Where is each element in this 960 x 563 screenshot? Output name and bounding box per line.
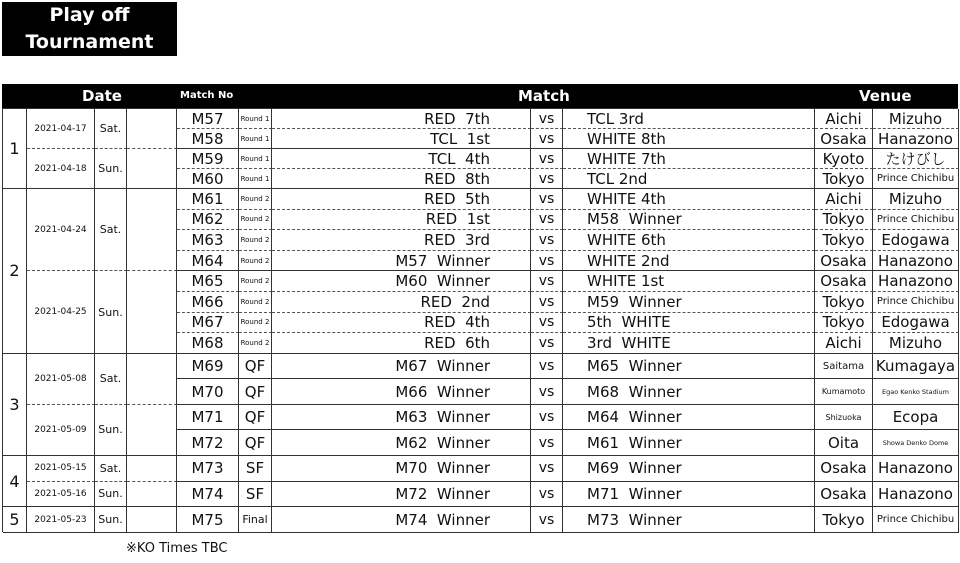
away-team: TCL 2nd — [563, 169, 815, 189]
match-number: M65 — [177, 271, 239, 292]
home-team: RED 3rd — [272, 230, 531, 251]
match-date: 2021-05-09 — [27, 405, 95, 456]
match-round: Round 1 — [239, 169, 272, 189]
match-day: Sun. — [95, 271, 127, 353]
venue-city: Kumamoto — [815, 379, 873, 405]
match-number: M60 — [177, 169, 239, 189]
match-day: Sat. — [95, 456, 127, 482]
vs-label: vs — [531, 405, 563, 431]
vs-label: vs — [531, 271, 563, 292]
match-number: M66 — [177, 292, 239, 313]
venue-stadium: Showa Denko Dome — [873, 430, 959, 456]
venue-city: Tokyo — [815, 169, 873, 189]
match-number: M59 — [177, 149, 239, 169]
match-round: Round 2 — [239, 230, 272, 251]
match-round: QF — [239, 430, 272, 456]
home-team: M63 Winner — [272, 405, 531, 431]
match-round: QF — [239, 405, 272, 431]
home-team: M74 Winner — [272, 507, 531, 533]
venue-city: Tokyo — [815, 313, 873, 334]
home-team: RED 5th — [272, 189, 531, 210]
match-date: 2021-05-08 — [27, 354, 95, 405]
blank-cell — [127, 354, 177, 405]
match-number: M70 — [177, 379, 239, 405]
match-number: M67 — [177, 313, 239, 334]
header-venue: Venue — [859, 87, 912, 105]
away-team: WHITE 1st — [563, 271, 815, 292]
match-number: M62 — [177, 210, 239, 231]
schedule-table — [2, 84, 958, 108]
match-number: M57 — [177, 109, 239, 129]
home-team: M62 Winner — [272, 430, 531, 456]
blank-cell — [127, 456, 177, 482]
venue-city: Aichi — [815, 189, 873, 210]
venue-stadium: Hanazono — [873, 129, 959, 149]
match-number: M71 — [177, 405, 239, 431]
venue-city: Osaka — [815, 456, 873, 482]
venue-stadium: Hanazono — [873, 271, 959, 292]
footnote: ※KO Times TBC — [126, 541, 228, 556]
match-number: M69 — [177, 354, 239, 380]
venue-city: Oita — [815, 430, 873, 456]
vs-label: vs — [531, 169, 563, 189]
venue-city: Aichi — [815, 109, 873, 129]
venue-stadium: Mizuho — [873, 333, 959, 354]
venue-stadium: Prince Chichibu — [873, 292, 959, 313]
away-team: 5th WHITE — [563, 313, 815, 334]
home-team: M57 Winner — [272, 251, 531, 272]
home-team: M72 Winner — [272, 482, 531, 508]
match-date: 2021-05-23 — [27, 507, 95, 533]
venue-stadium: Edogawa — [873, 230, 959, 251]
vs-label: vs — [531, 507, 563, 533]
match-round: Round 2 — [239, 189, 272, 210]
venue-stadium: Hanazono — [873, 251, 959, 272]
vs-label: vs — [531, 129, 563, 149]
blank-cell — [127, 405, 177, 456]
blank-cell — [127, 149, 177, 189]
match-day: Sat. — [95, 189, 127, 271]
title-line-1: Play off — [49, 4, 130, 26]
vs-label: vs — [531, 430, 563, 456]
away-team: M64 Winner — [563, 405, 815, 431]
home-team: RED 7th — [272, 109, 531, 129]
home-team: RED 1st — [272, 210, 531, 231]
vs-label: vs — [531, 189, 563, 210]
match-date: 2021-04-24 — [27, 189, 95, 271]
home-team: M70 Winner — [272, 456, 531, 482]
home-team: M67 Winner — [272, 354, 531, 380]
round-number: 3 — [3, 354, 27, 456]
venue-stadium: Hanazono — [873, 456, 959, 482]
match-round: Round 1 — [239, 149, 272, 169]
vs-label: vs — [531, 333, 563, 354]
match-number: M64 — [177, 251, 239, 272]
vs-label: vs — [531, 313, 563, 334]
home-team: M60 Winner — [272, 271, 531, 292]
away-team: WHITE 2nd — [563, 251, 815, 272]
away-team: M59 Winner — [563, 292, 815, 313]
title-line-2: Tournament — [25, 31, 154, 53]
round-number: 1 — [3, 109, 27, 189]
vs-label: vs — [531, 149, 563, 169]
venue-city: Tokyo — [815, 507, 873, 533]
match-number: M73 — [177, 456, 239, 482]
venue-stadium: Mizuho — [873, 109, 959, 129]
match-round: Round 2 — [239, 313, 272, 334]
match-number: M58 — [177, 129, 239, 149]
blank-cell — [127, 271, 177, 353]
match-number: M63 — [177, 230, 239, 251]
match-day: Sat. — [95, 354, 127, 405]
venue-stadium: Prince Chichibu — [873, 210, 959, 231]
away-team: WHITE 6th — [563, 230, 815, 251]
vs-label: vs — [531, 379, 563, 405]
round-number: 2 — [3, 189, 27, 354]
page-title — [2, 2, 177, 56]
blank-cell — [127, 507, 177, 533]
away-team: WHITE 4th — [563, 189, 815, 210]
round-number: 4 — [3, 456, 27, 508]
header-match: Match — [518, 87, 570, 105]
venue-city: Aichi — [815, 333, 873, 354]
venue-city: Tokyo — [815, 210, 873, 231]
away-team: M71 Winner — [563, 482, 815, 508]
vs-label: vs — [531, 230, 563, 251]
match-round: Round 2 — [239, 333, 272, 354]
match-date: 2021-04-17 — [27, 109, 95, 149]
vs-label: vs — [531, 482, 563, 508]
vs-label: vs — [531, 210, 563, 231]
match-date: 2021-04-25 — [27, 271, 95, 353]
match-day: Sun. — [95, 482, 127, 508]
blank-cell — [127, 482, 177, 508]
home-team: TCL 4th — [272, 149, 531, 169]
table-header — [2, 84, 958, 108]
header-date: Date — [82, 87, 122, 105]
venue-city: Kyoto — [815, 149, 873, 169]
header-match-no: Match No — [180, 90, 234, 101]
venue-city: Tokyo — [815, 230, 873, 251]
away-team: WHITE 8th — [563, 129, 815, 149]
home-team: TCL 1st — [272, 129, 531, 149]
away-team: M69 Winner — [563, 456, 815, 482]
venue-stadium: Prince Chichibu — [873, 169, 959, 189]
match-round: QF — [239, 354, 272, 380]
vs-label: vs — [531, 456, 563, 482]
match-round: Round 1 — [239, 129, 272, 149]
away-team: M61 Winner — [563, 430, 815, 456]
match-day: Sun. — [95, 405, 127, 456]
away-team: WHITE 7th — [563, 149, 815, 169]
match-number: M75 — [177, 507, 239, 533]
venue-city: Osaka — [815, 129, 873, 149]
match-day: Sat. — [95, 109, 127, 149]
table-body — [2, 108, 958, 532]
match-number: M72 — [177, 430, 239, 456]
home-team: RED 6th — [272, 333, 531, 354]
venue-city: Saitama — [815, 354, 873, 380]
match-round: QF — [239, 379, 272, 405]
match-date: 2021-05-16 — [27, 482, 95, 508]
venue-city: Osaka — [815, 482, 873, 508]
away-team: 3rd WHITE — [563, 333, 815, 354]
match-round: Round 1 — [239, 109, 272, 129]
away-team: M65 Winner — [563, 354, 815, 380]
match-day: Sun. — [95, 149, 127, 189]
blank-cell — [127, 189, 177, 271]
home-team: M66 Winner — [272, 379, 531, 405]
match-round: Final — [239, 507, 272, 533]
away-team: TCL 3rd — [563, 109, 815, 129]
venue-stadium: Mizuho — [873, 189, 959, 210]
home-team: RED 2nd — [272, 292, 531, 313]
away-team: M73 Winner — [563, 507, 815, 533]
match-day: Sun. — [95, 507, 127, 533]
venue-stadium: Hanazono — [873, 482, 959, 508]
home-team: RED 8th — [272, 169, 531, 189]
match-date: 2021-05-15 — [27, 456, 95, 482]
away-team: M58 Winner — [563, 210, 815, 231]
match-round: SF — [239, 456, 272, 482]
match-round: Round 2 — [239, 210, 272, 231]
match-number: M68 — [177, 333, 239, 354]
venue-stadium: Ecopa — [873, 405, 959, 431]
vs-label: vs — [531, 292, 563, 313]
vs-label: vs — [531, 251, 563, 272]
match-number: M74 — [177, 482, 239, 508]
venue-stadium: Egao Kenko Stadium — [873, 379, 959, 405]
venue-city: Osaka — [815, 271, 873, 292]
venue-stadium: Kumagaya — [873, 354, 959, 380]
away-team: M68 Winner — [563, 379, 815, 405]
venue-city: Osaka — [815, 251, 873, 272]
vs-label: vs — [531, 109, 563, 129]
match-round: Round 2 — [239, 271, 272, 292]
round-number: 5 — [3, 507, 27, 533]
home-team: RED 4th — [272, 313, 531, 334]
match-date: 2021-04-18 — [27, 149, 95, 189]
venue-city: Shizuoka — [815, 405, 873, 431]
match-round: Round 2 — [239, 292, 272, 313]
vs-label: vs — [531, 354, 563, 380]
venue-stadium: Edogawa — [873, 313, 959, 334]
venue-stadium: Prince Chichibu — [873, 507, 959, 533]
venue-city: Tokyo — [815, 292, 873, 313]
match-number: M61 — [177, 189, 239, 210]
match-round: Round 2 — [239, 251, 272, 272]
venue-stadium: たけびし — [873, 149, 959, 169]
match-round: SF — [239, 482, 272, 508]
blank-cell — [127, 109, 177, 149]
